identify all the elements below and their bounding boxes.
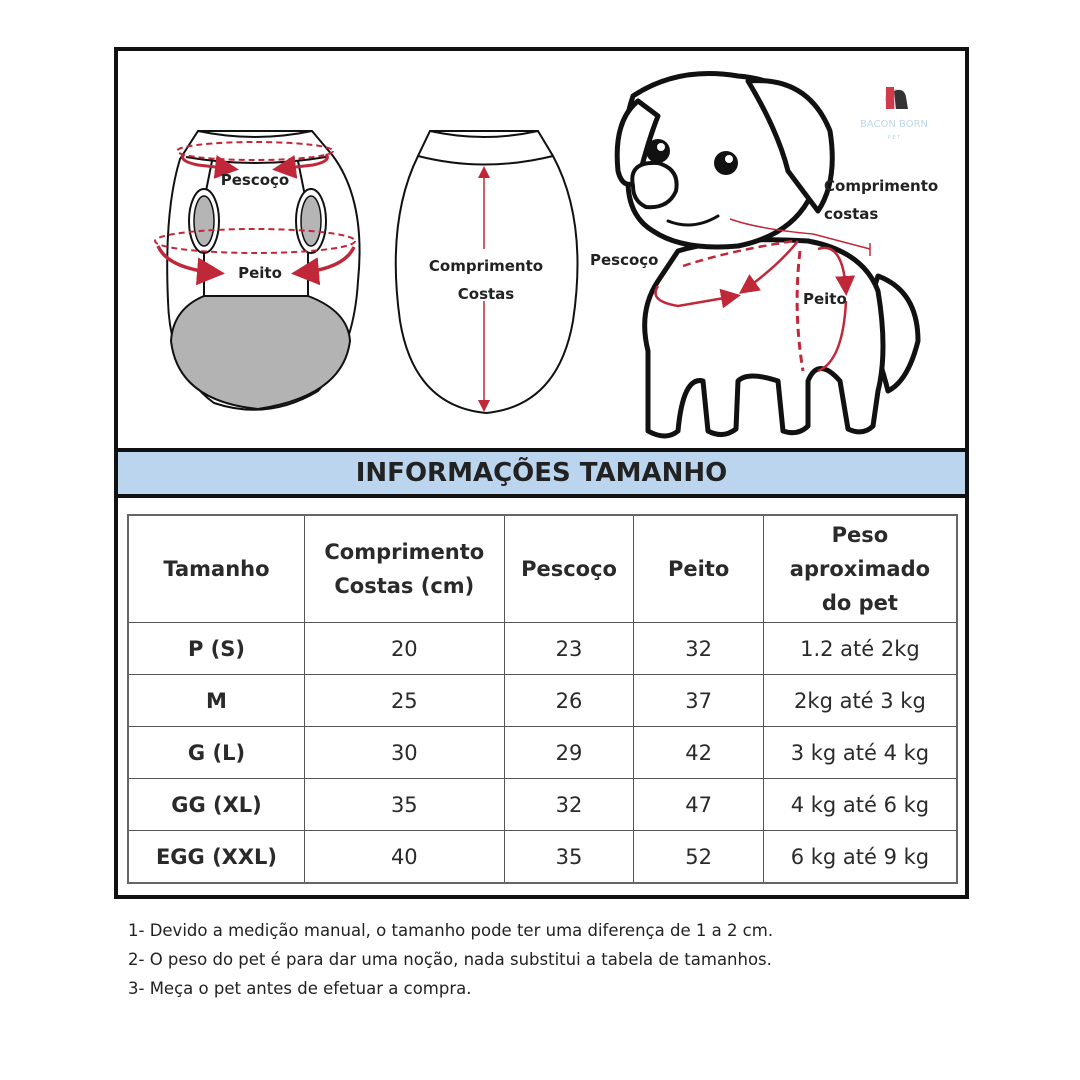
size-chart-frame xyxy=(114,47,969,899)
title-band xyxy=(118,448,965,498)
dog-chest-label: Peito xyxy=(803,290,847,308)
cell-size: GG (XL) xyxy=(128,779,304,831)
cell-length: 25 xyxy=(304,675,504,727)
cell-neck: 35 xyxy=(504,831,634,884)
table-row xyxy=(128,623,957,675)
table-title: INFORMAÇÕES TAMANHO xyxy=(355,458,728,488)
dog-length-label-2: costas xyxy=(824,205,879,223)
notes-list xyxy=(128,916,773,1003)
measurement-illustration xyxy=(118,51,965,448)
vest-neck-label: Pescoço xyxy=(220,171,290,189)
cell-size: EGG (XXL) xyxy=(128,831,304,884)
dog-neck-label: Pescoço xyxy=(590,251,659,269)
vest-back-drawing xyxy=(396,131,578,413)
cell-weight: 6 kg até 9 kg xyxy=(763,831,957,884)
cell-size: M xyxy=(128,675,304,727)
vest-front-drawing xyxy=(155,131,360,410)
header-neck: Pescoço xyxy=(504,515,634,623)
note-item: 3- Meça o pet antes de efetuar a compra. xyxy=(128,979,472,998)
cell-length: 20 xyxy=(304,623,504,675)
cell-weight: 2kg até 3 kg xyxy=(763,675,957,727)
cell-size: G (L) xyxy=(128,727,304,779)
table-row xyxy=(128,831,957,884)
table-row xyxy=(128,727,957,779)
note-item: 1- Devido a medição manual, o tamanho pode ter uma diferença de 1 a 2 cm. xyxy=(128,921,774,940)
table-row xyxy=(128,779,957,831)
table-header-row xyxy=(128,515,957,623)
cell-length: 35 xyxy=(304,779,504,831)
logo-sub: P E T xyxy=(887,135,901,141)
cell-neck: 32 xyxy=(504,779,634,831)
table-row xyxy=(128,675,957,727)
cell-size: P (S) xyxy=(128,623,304,675)
cell-length: 30 xyxy=(304,727,504,779)
vest-back-length-label-1: Comprimento xyxy=(428,257,544,275)
vest-back-length-label-2: Costas xyxy=(457,285,515,303)
header-chest: Peito xyxy=(634,515,763,623)
cell-neck: 29 xyxy=(504,727,634,779)
dog-length-label-1: Comprimento xyxy=(824,177,939,195)
cell-weight: 1.2 até 2kg xyxy=(763,623,957,675)
cell-neck: 26 xyxy=(504,675,634,727)
cell-chest: 47 xyxy=(634,779,763,831)
cell-neck: 23 xyxy=(504,623,634,675)
cell-chest: 52 xyxy=(634,831,763,884)
header-weight: Peso aproximado do pet xyxy=(763,515,957,623)
cell-length: 40 xyxy=(304,831,504,884)
logo-name: BACON BORN xyxy=(859,119,929,130)
cell-weight: 3 kg até 4 kg xyxy=(763,727,957,779)
brand-logo xyxy=(860,87,928,141)
header-size: Tamanho xyxy=(128,515,304,623)
cell-weight: 4 kg até 6 kg xyxy=(763,779,957,831)
note-item: 2- O peso do pet é para dar uma noção, nada substitui a tabela de tamanhos. xyxy=(128,950,772,969)
cell-chest: 32 xyxy=(634,623,763,675)
vest-chest-label: Peito xyxy=(238,264,282,282)
cell-chest: 42 xyxy=(634,727,763,779)
cell-chest: 37 xyxy=(634,675,763,727)
header-length: Comprimento Costas (cm) xyxy=(304,515,504,623)
size-table xyxy=(127,514,958,884)
